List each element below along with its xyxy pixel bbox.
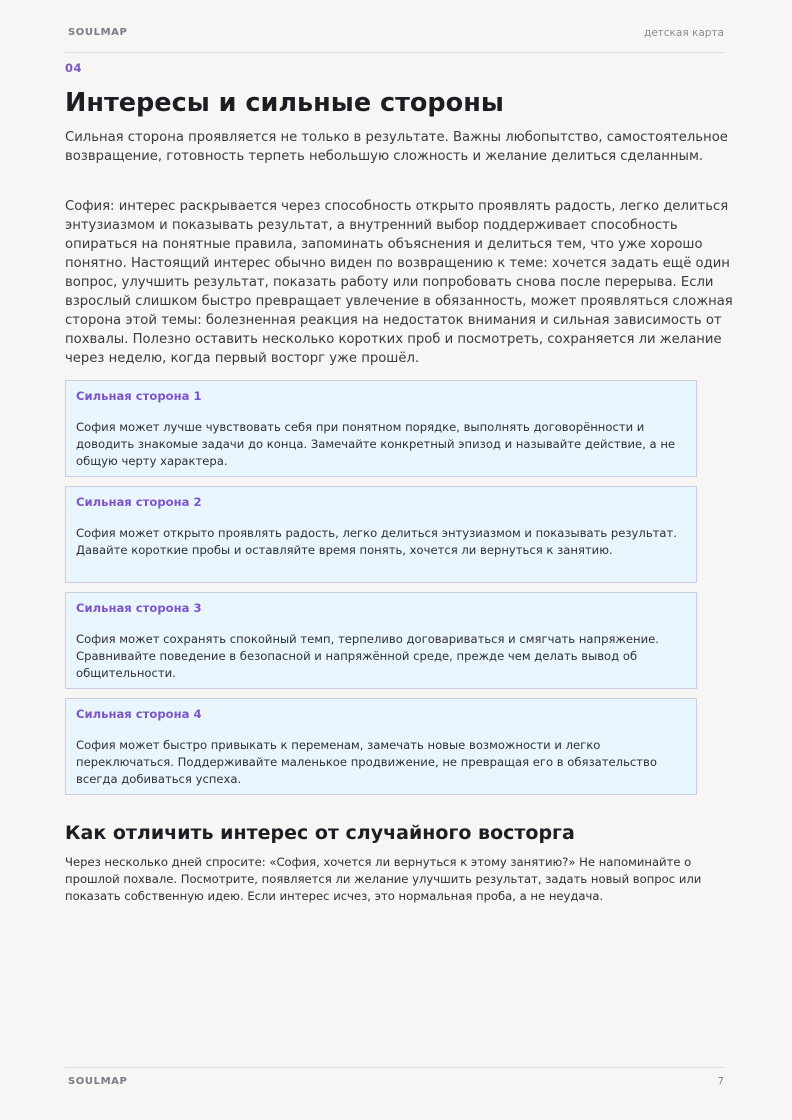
header-brand: SOULMAP — [68, 27, 128, 38]
strength-card-text: София может лучше чувствовать себя при понятном порядке, выполнять договорённости и доводить знакомые задачи до конца. Замечайте конкретный эпизод и называйте действие, а не общую черту характера. — [76, 420, 676, 468]
strength-card-title: Сильная сторона 1 — [76, 389, 202, 403]
intro-paragraph: Сильная сторона проявляется не только в результате. Важны любопытство, самостоятельное возвращение, готовность терпеть небольшую сложность и желание делиться сделанным. — [65, 130, 728, 164]
strength-card-text: София может открыто проявлять радость, легко делиться энтузиазмом и показывать результат. Давайте короткие пробы и оставляйте время понять, хочется ли вернуться к занятию. — [76, 526, 677, 557]
strength-card — [65, 698, 697, 795]
footer-divider — [65, 1067, 724, 1068]
header-divider — [65, 52, 724, 53]
strength-card-text: София может сохранять спокойный темп, терпеливо договариваться и смягчать напряжение. Сравнивайте поведение в безопасной и напряжённой среде, прежде чем делать вывод об общительности. — [76, 632, 659, 680]
footer-brand: SOULMAP — [68, 1076, 128, 1087]
strength-card — [65, 592, 697, 689]
page-number: 7 — [717, 1076, 724, 1087]
strength-card — [65, 380, 697, 477]
strength-card-title: Сильная сторона 2 — [76, 495, 202, 509]
body-paragraph: София: интерес раскрывается через способность открыто проявлять радость, легко делиться энтузиазмом и показывать результат, а внутренний выбор поддерживает способность опираться на понятные правила, запоминать объяснения и делиться тем, что уже хорошо понятно. Настоящий интерес обычно виден по возвращению к теме: хочется задать ещё один вопрос, улучшить результат, показать работу или попробовать снова после перерыва. Если взрослый слишком быстро превращает увлечение в обязанность, может проявляться сложная сторона этой темы: болезненная реакция на недостаток внимания и сильная зависимость от похвалы. Полезно оставить несколько коротких проб и посмотреть, сохраняется ли желание через неделю, когда первый восторг уже прошёл. — [65, 199, 733, 366]
subsection-paragraph: Через несколько дней спросите: «София, хочется ли вернуться к этому занятию?» Не напоминайте о прошлой похвале. Посмотрите, появляется ли желание улучшить результат, задать новый вопрос или показать собственную идею. Если интерес исчез, это нормальная проба, а не неудача. — [65, 855, 702, 903]
strength-card — [65, 486, 697, 583]
header-document-label: детская карта — [643, 27, 724, 39]
strength-card-title: Сильная сторона 3 — [76, 601, 202, 615]
strength-card-title: Сильная сторона 4 — [76, 707, 202, 721]
subsection-title: Как отличить интерес от случайного восторга — [65, 822, 575, 844]
page-header — [65, 27, 724, 41]
page-title: Интересы и сильные стороны — [65, 88, 504, 118]
document-page — [65, 0, 733, 1120]
strength-card-text: София может быстро привыкать к переменам, замечать новые возможности и легко переключаться. Поддерживайте маленькое продвижение, не превращая его в обязательство всегда добиваться успеха. — [76, 738, 657, 786]
section-number: 04 — [65, 61, 83, 75]
